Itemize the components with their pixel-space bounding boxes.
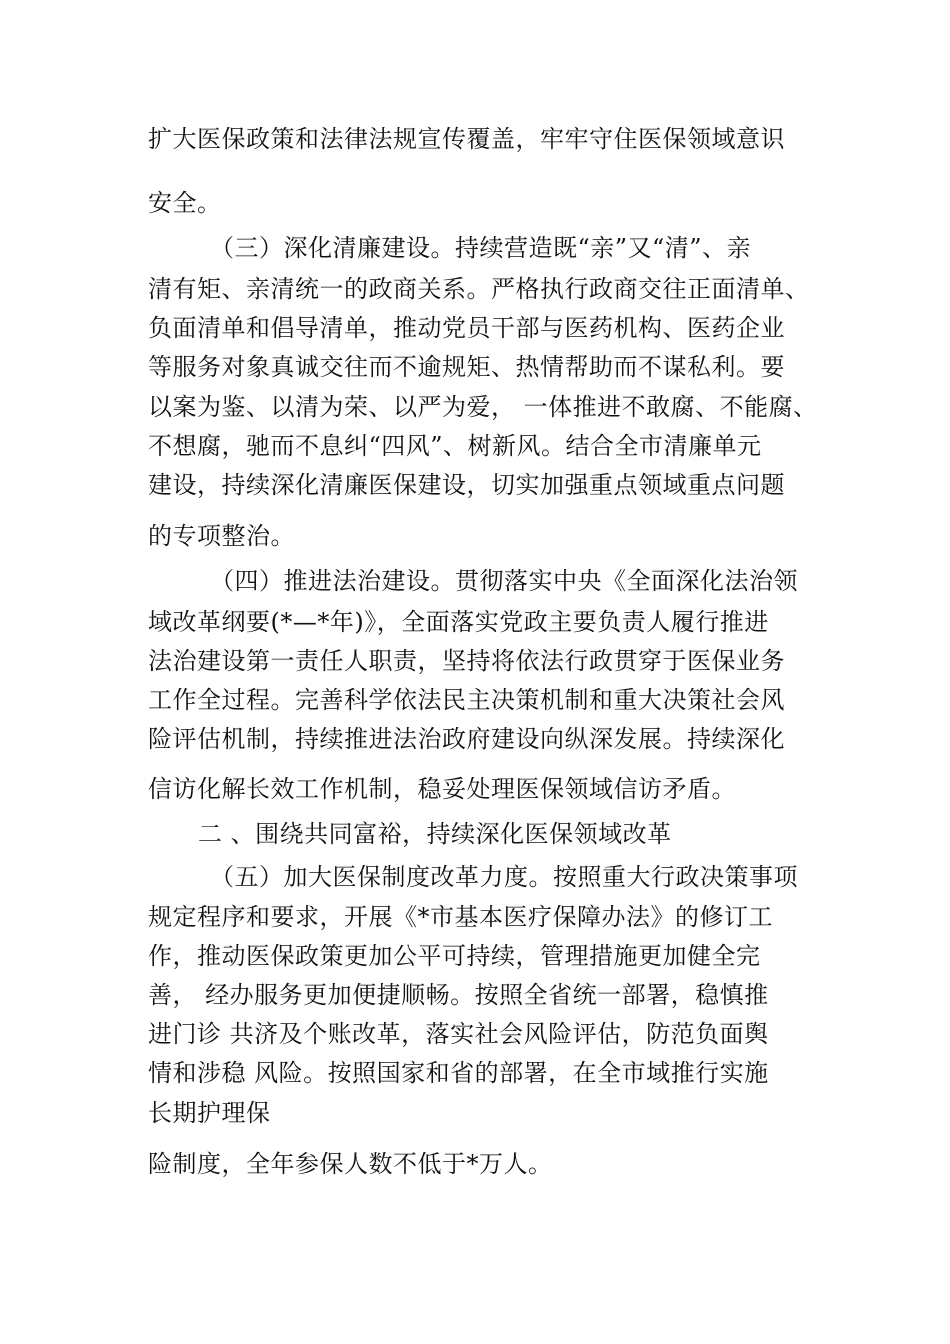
paragraph-line: 域改革纲要(*—*年)》，全面落实党政主要负责人履行推进 bbox=[148, 608, 769, 636]
paragraph-line: 扩大医保政策和法律法规宣传覆盖，牢牢守住医保领域意识 bbox=[148, 125, 785, 153]
paragraph-line: 等服务对象真诚交往而不逾规矩、热情帮助而不谋私利。要 bbox=[148, 353, 785, 381]
section-heading: 二 、围绕共同富裕，持续深化医保领域改革 bbox=[198, 820, 672, 848]
paragraph-line: 作，推动医保政策更加公平可持续，管理措施更加健全完 bbox=[148, 942, 761, 970]
paragraph-line: 安全。 bbox=[148, 189, 222, 217]
paragraph-line: （三）深化清廉建设。持续营造既“亲”又“清”、亲 bbox=[210, 234, 752, 262]
paragraph-line: （四）推进法治建设。贯彻落实中央《全面深化法治领 bbox=[210, 567, 798, 595]
paragraph-line: 负面清单和倡导清单，推动党员干部与医药机构、医药企业 bbox=[148, 314, 785, 342]
paragraph-line: 长期护理保 bbox=[148, 1099, 271, 1127]
paragraph-line: 清有矩、亲清统一的政商关系。严格执行政商交往正面清单、 bbox=[148, 275, 810, 303]
paragraph-line: 险制度，全年参保人数不低于*万人。 bbox=[148, 1150, 553, 1178]
paragraph-line: 以案为鉴、以清为荣、以严为爱， 一体推进不敢腐、不能腐、 bbox=[148, 393, 818, 421]
paragraph-line: 规定程序和要求，开展《*市基本医疗保障办法》的修订工 bbox=[148, 903, 773, 931]
paragraph-line: 不想腐，驰而不息纠“四风”、树新风。结合全市清廉单元 bbox=[148, 432, 762, 460]
paragraph-line: 进门诊 共济及个账改革，落实社会风险评估，防范负面舆 bbox=[148, 1020, 769, 1048]
paragraph-line: （五）加大医保制度改革力度。按照重大行政决策事项 bbox=[210, 863, 798, 891]
paragraph-line: 情和涉稳 风险。按照国家和省的部署，在全市域推行实施 bbox=[148, 1059, 769, 1087]
paragraph-line: 工作全过程。完善科学依法民主决策机制和重大决策社会风 bbox=[148, 686, 785, 714]
paragraph-line: 的专项整治。 bbox=[148, 522, 295, 550]
paragraph-line: 建设，持续深化清廉医保建设，切实加强重点领域重点问题 bbox=[148, 471, 785, 499]
paragraph-line: 信访化解长效工作机制，稳妥处理医保领域信访矛盾。 bbox=[148, 775, 736, 803]
paragraph-line: 险评估机制，持续推进法治政府建设向纵深发展。持续深化 bbox=[148, 725, 785, 753]
paragraph-line: 法治建设第一责任人职责，坚持将依法行政贯穿于医保业务 bbox=[148, 647, 785, 675]
paragraph-line: 善， 经办服务更加便捷顺畅。按照全省统一部署，稳慎推 bbox=[148, 981, 769, 1009]
